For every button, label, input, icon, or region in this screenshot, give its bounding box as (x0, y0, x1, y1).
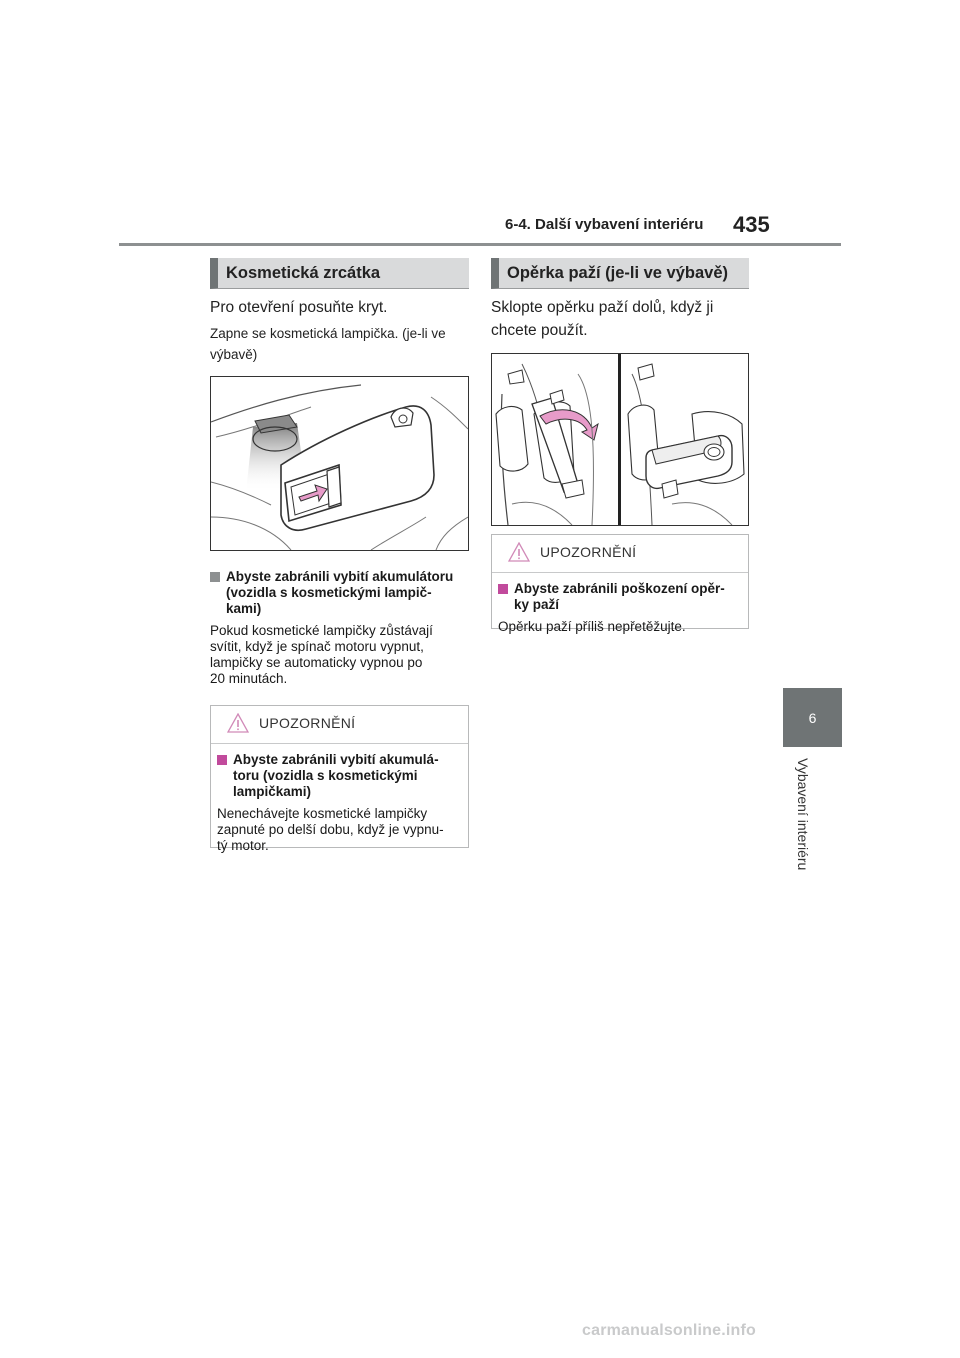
caution-title (217, 752, 460, 800)
caution-label: UPOZORNĚNÍ (259, 715, 356, 731)
bullet-body-line2: svítit, když je spínač motoru vypnut, (210, 639, 424, 654)
caution-content (492, 573, 748, 643)
caution-title-line1: Abyste zabránili poškození opěr- (514, 581, 725, 596)
heading-label: Kosmetická zrcátka (226, 263, 381, 282)
bullet-body-line4: 20 minutách. (210, 671, 288, 686)
heading-vanity-mirrors (210, 258, 469, 289)
header-rule (119, 243, 841, 246)
footer-watermark[interactable]: carmanualsonline.info (582, 1322, 757, 1339)
bullet-body-line1: Pokud kosmetické lampičky zůstávají (210, 623, 433, 638)
caution-title-line3: lampičkami) (233, 784, 312, 799)
caution-box-armrest (491, 534, 749, 634)
caution-content (211, 744, 468, 862)
heading-label: Opěrka paží (je-li ve výbavě) (507, 263, 729, 282)
bullet-square-icon (217, 755, 227, 765)
vanity-note-line2: výbavě) (210, 347, 258, 362)
page-number: 435 (733, 212, 770, 237)
caution-header (211, 706, 468, 744)
caution-body (217, 806, 460, 854)
caution-body-line3: tý motor. (217, 838, 269, 853)
caution-body-line2: zapnuté po delší dobu, když je vypnu- (217, 822, 444, 837)
bullet-square-icon (498, 584, 508, 594)
chapter-number: 6 (808, 709, 817, 726)
caution-label: UPOZORNĚNÍ (540, 544, 637, 560)
caution-title-line2: ky paží (514, 597, 560, 612)
armrest-intro-line1: Sklopte opěrku paží dolů, když ji (491, 299, 714, 316)
caution-title (498, 581, 740, 613)
warning-triangle-icon (227, 713, 249, 733)
caution-header (492, 535, 748, 573)
bullet-body-line3: lampičky se automaticky vypnou po (210, 655, 423, 670)
bullet-body (210, 623, 470, 687)
caution-box-vanity (210, 705, 469, 853)
bullet-title (210, 569, 470, 617)
vanity-note-line1: Zapne se kosmetická lampička. (je-li ve (210, 326, 446, 341)
caution-body-line1: Opěrku paží příliš nepřetěžujte. (498, 619, 686, 634)
bullet-title-line2: (vozidla s kosmetickými lampič- (226, 585, 432, 600)
warning-triangle-icon (508, 542, 530, 562)
armrest-intro-line2: chcete použít. (491, 322, 588, 339)
vanity-mirror-illustration (210, 376, 469, 551)
bullet-title-line3: kami) (226, 601, 262, 616)
armrest-illustration (491, 353, 749, 526)
caution-title-line1: Abyste zabránili vybití akumulá- (233, 752, 439, 767)
vanity-intro: Pro otevření posuňte kryt. (210, 299, 388, 316)
caution-title-line2: toru (vozidla s kosmetickými (233, 768, 418, 783)
caution-body-line1: Nenechávejte kosmetické lampičky (217, 806, 428, 821)
bullet-title-line1: Abyste zabránili vybití akumulátoru (226, 569, 454, 584)
caution-body (498, 619, 740, 635)
bullet-battery-drain (210, 569, 470, 687)
chapter-label: Vybavení interiéru (795, 758, 811, 871)
section-title: 6-4. Další vybavení interiéru (505, 216, 704, 233)
chapter-tab[interactable] (783, 688, 842, 747)
bullet-square-icon (210, 572, 220, 582)
heading-armrest (491, 258, 749, 289)
